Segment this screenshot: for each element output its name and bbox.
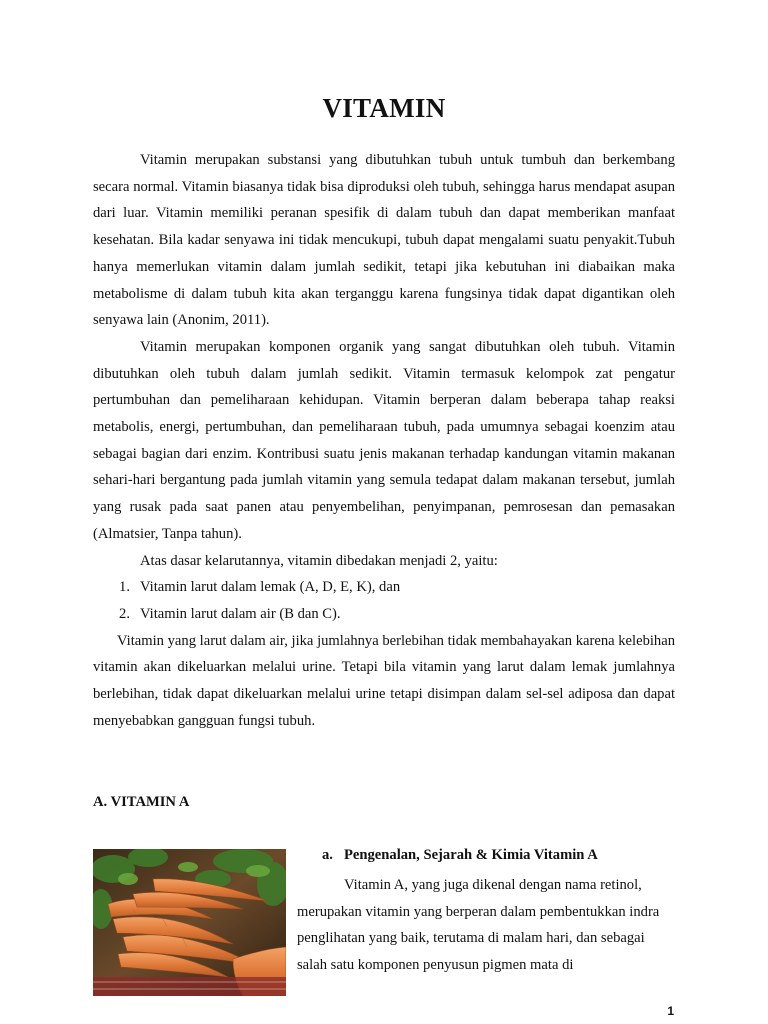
vitamin-type-list <box>93 574 675 627</box>
list-item <box>93 601 675 628</box>
page-number: 1 <box>667 1004 674 1018</box>
list-text: Vitamin larut dalam lemak (A, D, E, K), dan <box>140 579 401 596</box>
paragraph-1: Vitamin merupakan substansi yang dibutuhkan tubuh untuk tumbuh dan berkembang secara normal. Vitamin biasanya tidak bisa diproduksi oleh tubuh, sehingga harus mendapat asupan dari luar. Vitamin memiliki peranan spesifik di dalam tubuh dan dapat memberikan manfaat kesehatan. Bila kadar senyawa ini tidak mencukupi, tubuh dapat mengalami suatu penyakit.Tubuh hanya memerlukan vitamin dalam jumlah sedikit, tetapi jika kebutuhan ini diabaikan maka metabolisme di dalam tubuh kita akan terganggu karena fungsinya tidak dapat digantikan oleh senyawa lain (Anonim, 2011). <box>93 152 675 329</box>
subsection-paragraph: Vitamin A, yang juga dikenal dengan nama retinol, merupakan vitamin yang berperan dalam pembentukkan indra penglihatan yang baik, terutama di malam hari, dan sebagai salah satu komponen penyusun pigmen mata di <box>297 877 660 974</box>
carrots-illustration <box>93 849 286 996</box>
list-intro: Atas dasar kelarutannya, vitamin dibedakan menjadi 2, yaitu: <box>140 552 498 569</box>
list-number: 2. <box>119 605 130 622</box>
list-item <box>93 574 675 601</box>
page-title: VITAMIN <box>322 93 446 123</box>
paragraph-3: Vitamin yang larut dalam air, jika jumlahnya berlebihan tidak membahayakan karena kelebihan vitamin akan dikeluarkan melalui urine. Tetapi bila vitamin yang larut dalam lemak jumlahnya berlebihan, tidak dapat dikeluarkan melalui urine tetapi disimpan dalam sel-sel adiposa dan dapat menyebabkan gangguan fungsi tubuh. <box>93 632 675 729</box>
paragraph-2: Vitamin merupakan komponen organik yang sangat dibutuhkan oleh tubuh. Vitamin dibutuhkan oleh tubuh dalam jumlah sedikit. Vitamin termasuk kelompok zat pengatur pertumbuhan dan pemeliharaan kehidupan. Vitamin berperan dalam beberapa tahap reaksi metabolis, energi, pertumbuhan, dan pemeliharaan tubuh, pada umumnya sebagai koenzim atau sebagai bagian dari enzim. Kontribusi suatu jenis makanan terhadap kandungan vitamin makanan sehari-hari bergantung pada jumlah vitamin yang semula tedapat dalam makanan tersebut, jumlah yang rusak pada saat panen atau penyembelihan, penyimpanan, pemrosesan dan pemasakan (Almatsier, Tanpa tahun). <box>93 338 675 542</box>
subsection-title: Pengenalan, Sejarah & Kimia Vitamin A <box>344 847 598 863</box>
subsection-heading <box>322 847 598 864</box>
section-heading: A. VITAMIN A <box>93 794 190 810</box>
subsection-letter: a. <box>322 847 333 863</box>
carrots-photo <box>93 849 286 996</box>
body-text <box>93 147 675 734</box>
subsection-column <box>297 872 675 979</box>
list-text: Vitamin larut dalam air (B dan C). <box>140 605 341 622</box>
list-number: 1. <box>119 579 130 596</box>
